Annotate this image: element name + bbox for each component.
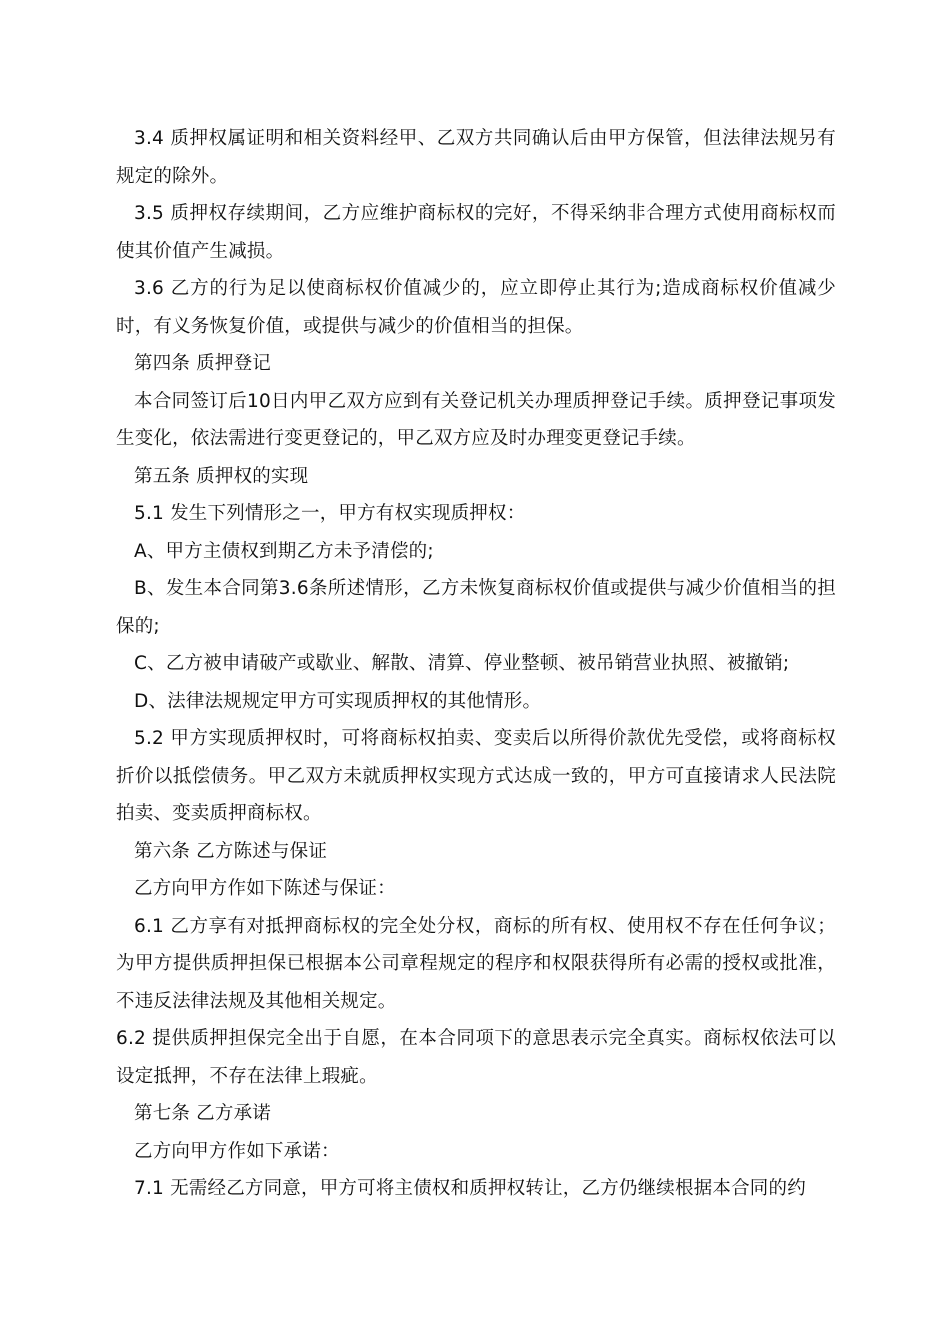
clause-6-2: 6.2 提供质押担保完全出于自愿，在本合同项下的意思表示完全真实。商标权依法可以设定抵押，不存在法律上瑕疵。 xyxy=(116,1028,836,1087)
clause-5-2: 5.2 甲方实现质押权时，可将商标权拍卖、变卖后以所得价款优先受偿，或将商标权折价以抵偿债务。甲乙双方未就质押权实现方式达成一致的，甲方可直接请求人民法院拍卖、变卖质押商标权。 xyxy=(116,728,836,824)
article-7-heading: 第七条 乙方承诺 xyxy=(134,1103,271,1124)
clause-3-5: 3.5 质押权存续期间，乙方应维护商标权的完好，不得采纳非合理方式使用商标权而使其价值产生减损。 xyxy=(116,203,836,262)
clause-3-6: 3.6 乙方的行为足以使商标权价值减少的，应立即停止其行为;造成商标权价值减少时，有义务恢复价值，或提供与减少的价值相当的担保。 xyxy=(116,278,836,337)
clause-5-1-item-b: B、发生本合同第3.6条所述情形，乙方未恢复商标权价值或提供与减少价值相当的担保的; xyxy=(116,578,836,637)
clause-5-1-item-a: A、甲方主债权到期乙方未予清偿的; xyxy=(134,540,434,562)
article-7-intro: 乙方向甲方作如下承诺： xyxy=(134,1140,340,1162)
clause-5-1-item-d: D、法律法规规定甲方可实现质押权的其他情形。 xyxy=(134,690,542,712)
clause-7-1: 7.1 无需经乙方同意，甲方可将主债权和质押权转让，乙方仍继续根据本合同的约 xyxy=(134,1178,806,1199)
article-5-heading: 第五条 质押权的实现 xyxy=(134,465,309,487)
clause-5-1: 5.1 发生下列情形之一，甲方有权实现质押权： xyxy=(134,503,526,524)
article-4-body: 本合同签订后10日内甲乙双方应到有关登记机关办理质押登记手续。质押登记事项发生变化，依法需进行变更登记的，甲乙双方应及时办理变更登记手续。 xyxy=(116,390,836,449)
article-6-intro: 乙方向甲方作如下陈述与保证： xyxy=(134,878,396,899)
article-4-heading: 第四条 质押登记 xyxy=(134,353,271,374)
article-6-heading: 第六条 乙方陈述与保证 xyxy=(134,840,328,862)
clause-5-1-item-c: C、乙方被申请破产或歇业、解散、清算、停业整顿、被吊销营业执照、被撤销; xyxy=(134,653,790,674)
clause-3-4: 3.4 质押权属证明和相关资料经甲、乙双方共同确认后由甲方保管，但法律法规另有规定的除外。 xyxy=(116,128,836,187)
document-body xyxy=(116,120,836,1208)
clause-6-1: 6.1 乙方享有对抵押商标权的完全处分权，商标的所有权、使用权不存在任何争议；为甲方提供质押担保已根据本公司章程规定的程序和权限获得所有必需的授权或批准，不违反法律法规及其他相关规定。 xyxy=(116,915,836,1012)
